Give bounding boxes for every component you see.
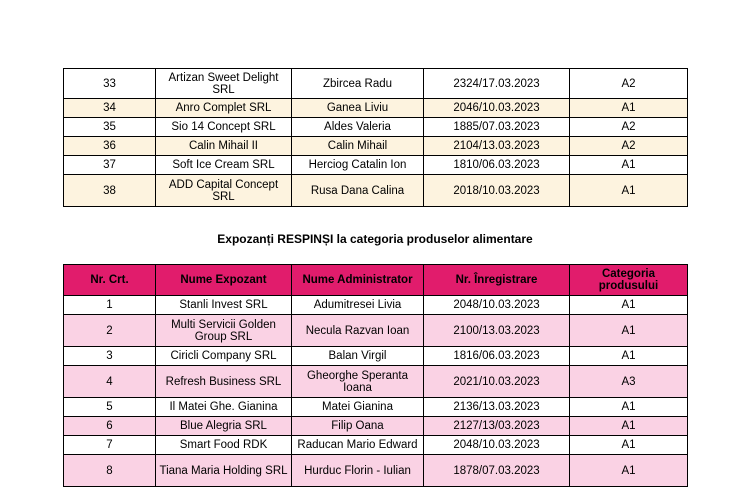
accepted-table-body <box>64 69 688 207</box>
table-row <box>64 69 688 99</box>
cell-expozant: Sio 14 Concept SRL <box>156 118 292 137</box>
table-row <box>64 156 688 175</box>
cell-expozant: Ciricli Company SRL <box>156 347 292 366</box>
cell-expozant: ADD Capital Concept SRL <box>156 175 292 207</box>
cell-administrator: Matei Gianina <box>292 398 424 417</box>
cell-inregistrare: 1878/07.03.2023 <box>424 455 570 487</box>
cell-expozant: Blue Alegria SRL <box>156 417 292 436</box>
cell-inregistrare: 2048/10.03.2023 <box>424 296 570 315</box>
table-row <box>64 99 688 118</box>
cell-inregistrare: 2021/10.03.2023 <box>424 366 570 398</box>
cell-inregistrare: 2324/17.03.2023 <box>424 69 570 99</box>
cell-administrator: Ganea Liviu <box>292 99 424 118</box>
cell-inregistrare: 2100/13.03.2023 <box>424 315 570 347</box>
cell-expozant: Refresh Business SRL <box>156 366 292 398</box>
cell-expozant: Stanli Invest SRL <box>156 296 292 315</box>
table-row <box>64 417 688 436</box>
cell-categoria: A3 <box>570 366 688 398</box>
cell-administrator: Aldes Valeria <box>292 118 424 137</box>
cell-categoria: A1 <box>570 296 688 315</box>
accepted-exhibitors-table <box>63 68 688 207</box>
cell-categoria: A1 <box>570 99 688 118</box>
cell-nr: 2 <box>64 315 156 347</box>
cell-inregistrare: 2104/13.03.2023 <box>424 137 570 156</box>
cell-expozant: Smart Food RDK <box>156 436 292 455</box>
cell-categoria: A1 <box>570 436 688 455</box>
cell-administrator: Balan Virgil <box>292 347 424 366</box>
cell-administrator: Filip Oana <box>292 417 424 436</box>
cell-inregistrare: 2127/13/03.2023 <box>424 417 570 436</box>
cell-nr: 37 <box>64 156 156 175</box>
cell-inregistrare: 2048/10.03.2023 <box>424 436 570 455</box>
table-row <box>64 366 688 398</box>
cell-administrator: Raducan Mario Edward <box>292 436 424 455</box>
table-row <box>64 398 688 417</box>
cell-expozant: Multi Servicii Golden Group SRL <box>156 315 292 347</box>
cell-administrator: Calin Mihail <box>292 137 424 156</box>
cell-administrator: Gheorghe Speranta Ioana <box>292 366 424 398</box>
cell-categoria: A1 <box>570 175 688 207</box>
table-row <box>64 455 688 487</box>
cell-expozant: Tiana Maria Holding SRL <box>156 455 292 487</box>
table-row <box>64 347 688 366</box>
cell-categoria: A1 <box>570 347 688 366</box>
cell-categoria: A2 <box>570 137 688 156</box>
cell-administrator: Hurduc Florin - Iulian <box>292 455 424 487</box>
cell-nr: 4 <box>64 366 156 398</box>
header-nr-inregistrare: Nr. Înregistrare <box>424 265 570 296</box>
cell-inregistrare: 1816/06.03.2023 <box>424 347 570 366</box>
cell-nr: 33 <box>64 69 156 99</box>
rejected-table-header-row <box>64 265 688 296</box>
table-row <box>64 296 688 315</box>
cell-inregistrare: 2136/13.03.2023 <box>424 398 570 417</box>
table-row <box>64 137 688 156</box>
cell-nr: 35 <box>64 118 156 137</box>
cell-expozant: Artizan Sweet Delight SRL <box>156 69 292 99</box>
cell-inregistrare: 2046/10.03.2023 <box>424 99 570 118</box>
cell-expozant: Il Matei Ghe. Gianina <box>156 398 292 417</box>
cell-nr: 36 <box>64 137 156 156</box>
rejected-section-title: Expozanți RESPINȘI la categoria produselor alimentare <box>217 232 533 246</box>
cell-nr: 6 <box>64 417 156 436</box>
cell-inregistrare: 2018/10.03.2023 <box>424 175 570 207</box>
cell-nr: 8 <box>64 455 156 487</box>
cell-nr: 34 <box>64 99 156 118</box>
cell-expozant: Anro Complet SRL <box>156 99 292 118</box>
cell-expozant: Soft Ice Cream SRL <box>156 156 292 175</box>
table-row <box>64 315 688 347</box>
table-row <box>64 118 688 137</box>
cell-administrator: Zbircea Radu <box>292 69 424 99</box>
cell-administrator: Herciog Catalin Ion <box>292 156 424 175</box>
cell-categoria: A1 <box>570 455 688 487</box>
header-nr-crt: Nr. Crt. <box>64 265 156 296</box>
cell-categoria: A1 <box>570 398 688 417</box>
cell-nr: 3 <box>64 347 156 366</box>
cell-administrator: Adumitresei Livia <box>292 296 424 315</box>
table-row <box>64 175 688 207</box>
header-nume-administrator: Nume Administrator <box>292 265 424 296</box>
header-categoria-produsului: Categoria produsului <box>570 265 688 296</box>
rejected-table-body <box>64 296 688 487</box>
cell-administrator: Rusa Dana Calina <box>292 175 424 207</box>
cell-expozant: Calin Mihail II <box>156 137 292 156</box>
rejected-exhibitors-table <box>63 264 688 487</box>
cell-nr: 7 <box>64 436 156 455</box>
cell-administrator: Necula Razvan Ioan <box>292 315 424 347</box>
cell-inregistrare: 1885/07.03.2023 <box>424 118 570 137</box>
cell-nr: 38 <box>64 175 156 207</box>
cell-categoria: A1 <box>570 417 688 436</box>
cell-inregistrare: 1810/06.03.2023 <box>424 156 570 175</box>
cell-nr: 5 <box>64 398 156 417</box>
cell-categoria: A1 <box>570 156 688 175</box>
cell-nr: 1 <box>64 296 156 315</box>
cell-categoria: A2 <box>570 118 688 137</box>
table-row <box>64 436 688 455</box>
cell-categoria: A2 <box>570 69 688 99</box>
header-nume-expozant: Nume Expozant <box>156 265 292 296</box>
cell-categoria: A1 <box>570 315 688 347</box>
